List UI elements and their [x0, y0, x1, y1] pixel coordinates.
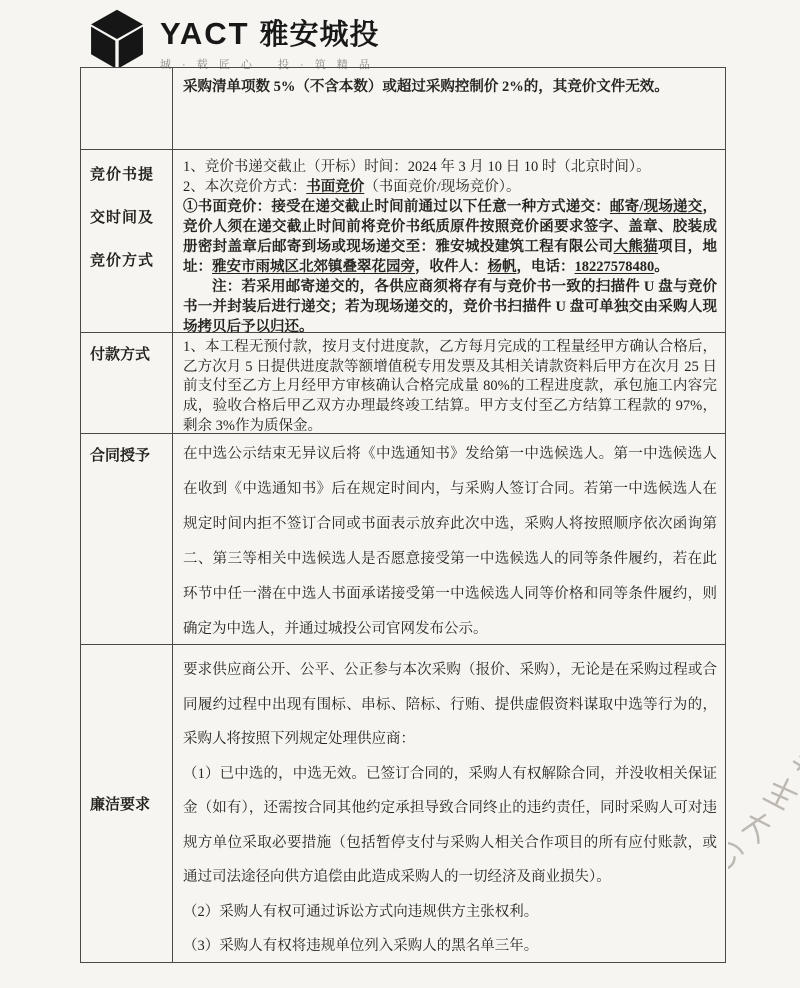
invalid-bid-text: 采购清单项数 5%（不含本数）或超过采购控制价 2%的，其竞价文件无效。 [183, 79, 669, 95]
cube-icon [88, 8, 146, 70]
recipient-prefix: ，收件人： [415, 259, 488, 275]
payment-text: 1、本工程无预付款，按月支付进度款，乙方每月完成的工程量经甲方确认合格后，乙方次月 5 日提供进度款等额增值税专用发票及其相关请款资料后甲方在次月 25 日前支付至乙方上月经甲方审核确认合格完成量 80%的工程进度款，承包施工内容完成，验收合格后甲乙双方办理最终竣工结算。甲方支付至乙方结算工程款的 97%，剩余 3%作为质保金。 [183, 339, 717, 434]
delivery-requirements: ，竞价人须在递交截止时间前将竞价书纸质原件按照竞价函要求签字、盖章、胶装成册密封盖章后邮寄到场或现场递交至：雅安城投建筑工程有限公司 [183, 199, 717, 255]
period-mark: 。 [654, 259, 669, 275]
handwritten-margin-mark [728, 728, 800, 898]
phone-prefix: ，电话： [516, 259, 575, 275]
table-row-payment [81, 332, 725, 433]
row-label-payment: 付款方式 [81, 333, 173, 433]
row-label-contract-award: 合同授予 [81, 434, 173, 644]
table-row-invalid-bid [81, 68, 725, 149]
integrity-content [173, 645, 725, 962]
invalid-bid-content [173, 68, 725, 149]
row-label-empty [81, 68, 173, 149]
deadline-text: 1、竞价书递交截止（开标）时间：2024 年 3 月 10 日 10 时（北京时间）。 [183, 159, 651, 175]
table-row-integrity [81, 644, 725, 962]
integrity-clause-1: （1）已中选的，中选无效。已签订合同的，采购人有权解除合同，并没收相关保证金（如有），还需按合同其他约定承担导致合同终止的违约责任，同时采购人可对违规方单位采取必要措施（包括暂停支付与采购人相关合作项目的所有应付账款，或通过司法途径向供方追偿由此造成采购人的一切经济及商业损失）。 [183, 765, 717, 885]
brand-latin-text: YACT [160, 16, 250, 51]
address-prefix: 项目，地址： [183, 239, 718, 275]
brand-tagline: 城 · 载 匠 心 投 · 筑 精 品 [160, 59, 374, 71]
table-row-contract-award [81, 433, 725, 644]
row-label-bid-submission: 竞价书提交时间及竞价方式 [81, 150, 173, 332]
written-bid-intro: ①书面竞价：接受在递交截止时间前通过以下任意一种方式递交： [183, 199, 610, 215]
usb-note-paragraph: 注：若采用邮寄递交的，各供应商须将存有与竞价书一致的扫描件 U 盘与竞价书一并封装后进行递交；若为现场递交的，竞价书扫描件 U 盘可单独交由采购人现场拷贝后予以归还。 [183, 279, 717, 335]
contract-award-text: 在中选公示结束无异议后将《中选通知书》发给第一中选候选人。第一中选候选人在收到《中选通知书》后在规定时间内，与采购人签订合同。若第一中选候选人在规定时间内拒不签订合同或书面表示放弃此次中选，采购人将按照顺序依次函询第二、第三等相关中选候选人是否愿意接受第一中选候选人的同等条件履约，若在此环节中任一潜在中选人书面承诺接受第一中选候选人同等价格和同等条件履约，则确定为中选人，并通过城投公司官网发布公示。 [183, 446, 717, 638]
bid-submission-content [173, 150, 725, 335]
letterhead [88, 6, 380, 72]
procurement-terms-table [80, 67, 726, 963]
recipient-name: 杨帆 [487, 259, 517, 275]
row-label-integrity: 廉洁要求 [81, 645, 173, 962]
brand-block [160, 6, 380, 72]
brand-cjk-text: 雅安城投 [259, 19, 380, 51]
table-row-bid-submission [81, 149, 725, 335]
delivery-methods: 邮寄/现场递交 [609, 199, 703, 215]
bid-method-prefix: 2、本次竞价方式： [183, 179, 307, 195]
integrity-clause-3: （3）采购人有权将违规单位列入采购人的黑名单三年。 [183, 938, 539, 954]
bid-method-line [183, 177, 717, 197]
written-bid-paragraph [183, 197, 717, 277]
deadline-line [183, 157, 717, 177]
project-name: 大熊猫 [613, 239, 658, 255]
bid-method-suffix: （书面竞价/现场竞价）。 [364, 179, 521, 195]
address-value: 雅安市雨城区北郊镇叠翠花园旁 [212, 259, 415, 275]
contract-award-content [173, 434, 725, 644]
integrity-clause-2: （2）采购人有权可通过诉讼方式向违规供方主张权利。 [183, 903, 539, 920]
phone-number: 18227578480 [574, 259, 655, 275]
payment-content [173, 333, 725, 433]
bid-method-value: 书面竞价 [306, 179, 365, 195]
integrity-intro: 要求供应商公开、公平、公正参与本次采购（报价、采购），无论是在采购过程或合同履约过程中出现有围标、串标、陪标、行贿、提供虚假资料谋取中选等行为的，采购人将按照下列规定处理供应商： [183, 662, 717, 747]
